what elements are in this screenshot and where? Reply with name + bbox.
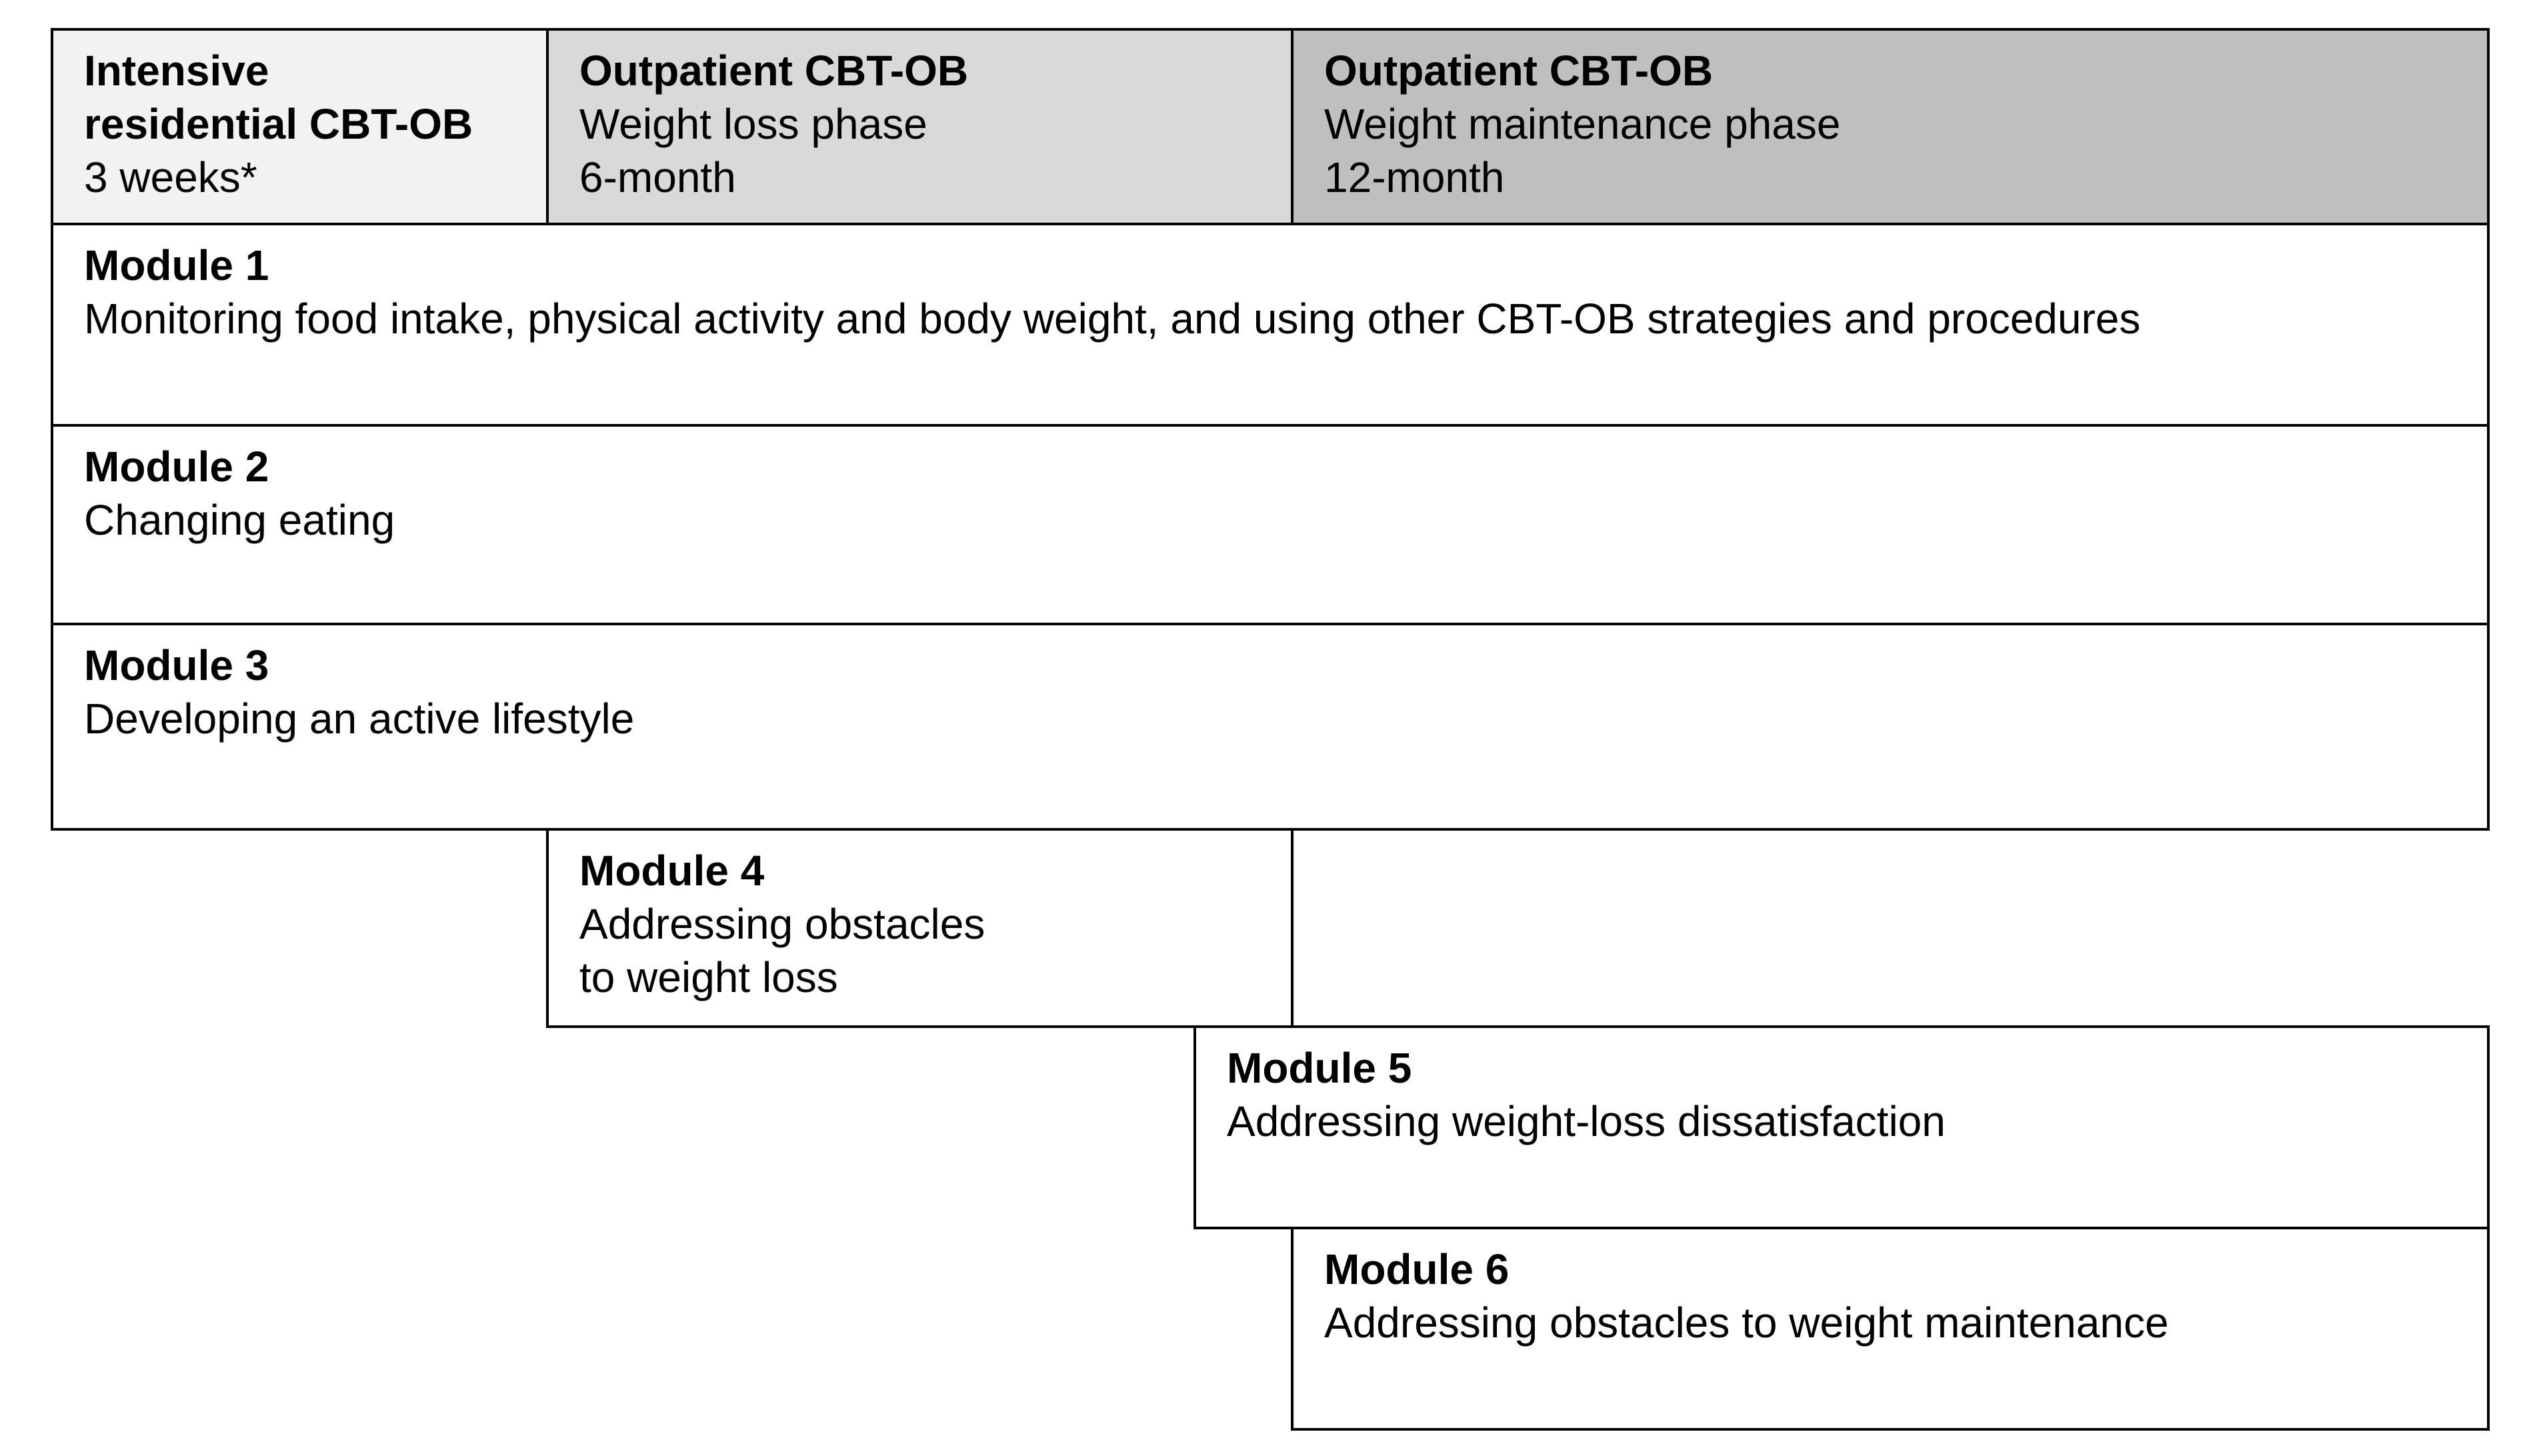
module-6-title: Module 6 <box>1324 1245 1510 1293</box>
module-4-description-line-2: to weight loss <box>579 953 838 1001</box>
phase-weight-loss-duration: 6-month <box>579 153 736 201</box>
phase-weight-loss-subtitle: Weight loss phase <box>579 100 927 148</box>
phase-weight-loss-header <box>546 28 1294 225</box>
module-1-box <box>51 223 2490 427</box>
module-2-description: Changing eating <box>84 496 395 544</box>
module-4-title: Module 4 <box>579 847 765 895</box>
phase-residential-title-line-2: residential CBT-OB <box>84 100 473 148</box>
module-6-box <box>1291 1227 2490 1431</box>
module-2-title: Module 2 <box>84 443 269 491</box>
module-3-description: Developing an active lifestyle <box>84 695 635 743</box>
phase-residential-duration: 3 weeks* <box>84 153 257 201</box>
phase-weight-maintenance-title: Outpatient CBT-OB <box>1324 47 1714 95</box>
module-5-description: Addressing weight-loss dissatisfaction <box>1227 1097 1946 1145</box>
phase-weight-maintenance-header <box>1291 28 2490 225</box>
module-2-box <box>51 424 2490 625</box>
module-5-box <box>1193 1025 2490 1229</box>
module-5-title: Module 5 <box>1227 1044 1412 1092</box>
phase-weight-loss-title: Outpatient CBT-OB <box>579 47 969 95</box>
module-1-description: Monitoring food intake, physical activity and body weight, and using other CBT-OB strategies and procedures <box>84 295 2141 343</box>
module-3-box <box>51 623 2490 831</box>
phase-weight-maintenance-duration: 12-month <box>1324 153 1505 201</box>
module-1-title: Module 1 <box>84 241 269 289</box>
phase-weight-maintenance-subtitle: Weight maintenance phase <box>1324 100 1841 148</box>
module-4-box <box>546 828 1294 1028</box>
module-6-description: Addressing obstacles to weight maintenance <box>1324 1299 2169 1347</box>
module-4-description-line-1: Addressing obstacles <box>579 900 985 948</box>
module-3-title: Module 3 <box>84 641 269 689</box>
phase-residential-header <box>51 28 549 225</box>
phase-residential-title-line-1: Intensive <box>84 47 269 95</box>
